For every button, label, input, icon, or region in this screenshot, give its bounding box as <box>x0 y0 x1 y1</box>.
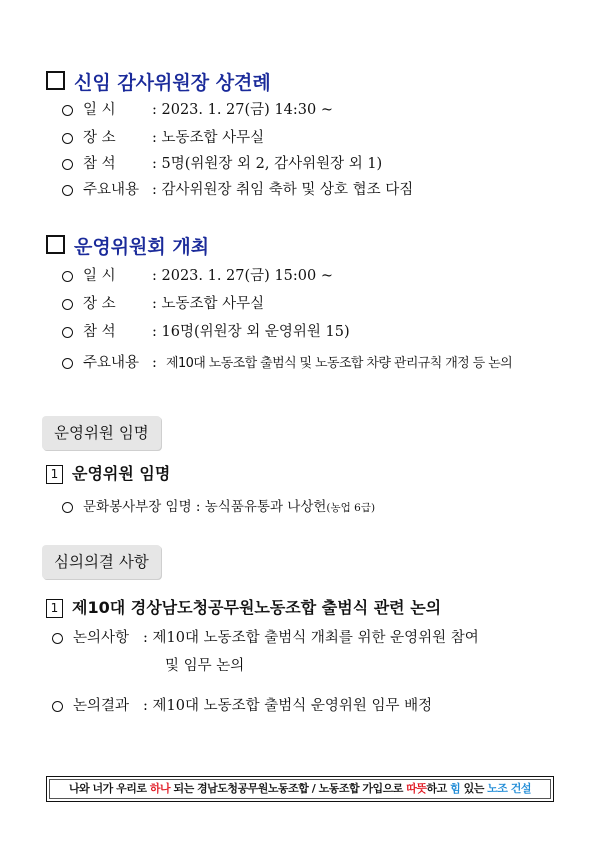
circle-bullet-icon <box>62 327 73 338</box>
circle-bullet-icon <box>62 133 73 144</box>
circle-bullet-icon <box>62 502 73 513</box>
circle-bullet-icon <box>52 633 63 644</box>
checkbox-square-icon <box>46 71 65 90</box>
subheading-appointment: 1 운영위원 임명 <box>46 463 170 485</box>
circle-bullet-icon <box>52 701 63 712</box>
checkbox-square-icon <box>46 235 65 254</box>
footer-slogan: 나와 너가 우리로 하나 되는 경남도청공무원노동조합 / 노동조합 가입으로 따뜻하고 힘 있는 노조 건설 <box>46 776 554 802</box>
section-title-committee-meeting: 운영위원회 개최 <box>46 232 209 259</box>
number-box-icon: 1 <box>46 465 63 484</box>
circle-bullet-icon <box>62 299 73 310</box>
circle-bullet-icon <box>62 271 73 282</box>
circle-bullet-icon <box>62 105 73 116</box>
circle-bullet-icon <box>62 358 73 369</box>
circle-bullet-icon <box>62 185 73 196</box>
circle-bullet-icon <box>62 159 73 170</box>
number-box-icon: 1 <box>46 599 63 618</box>
section-label-appointment: 운영위원 임명 <box>42 416 161 450</box>
subheading-deliberation: 1 제10대 경상남도청공무원노동조합 출범식 관련 논의 <box>46 597 441 619</box>
section-title-inauguration: 신임 감사위원장 상견례 <box>46 68 271 95</box>
section-label-deliberation: 심의의결 사항 <box>42 545 161 579</box>
